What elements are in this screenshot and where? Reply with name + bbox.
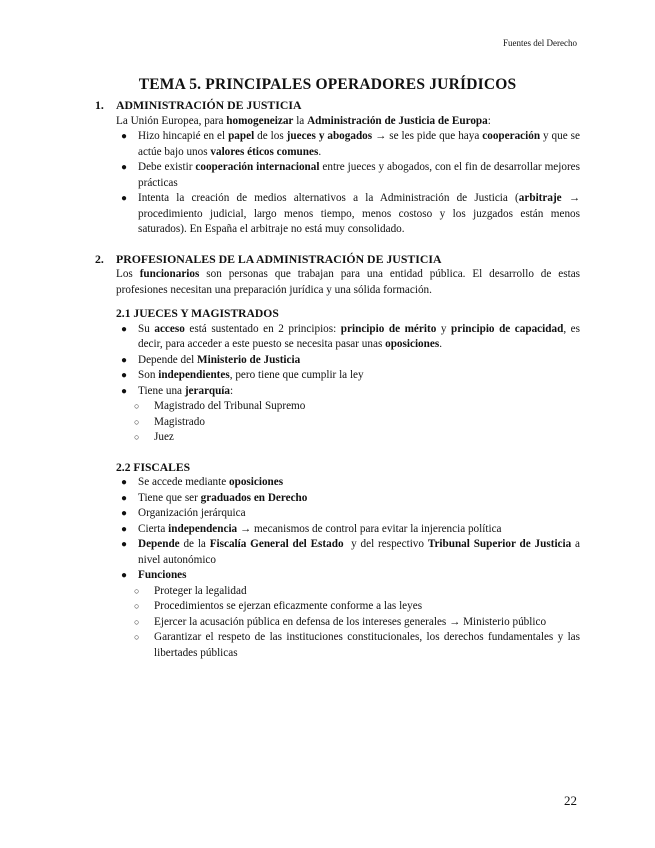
sub-list-item: ○ Magistrado [116, 415, 580, 431]
list-item: ● Hizo hincapié en el papel de los jueces y abogados → se les pide que haya cooperación y que se actúe bajo unos valores éticos comunes. [121, 130, 580, 158]
sub-bullet-icon: ○ [134, 432, 140, 442]
list-item: ● Tiene que ser graduados en Derecho [116, 491, 580, 507]
running-header: Fuentes del Derecho [503, 38, 577, 48]
list-item: ● Debe existir cooperación internacional entre jueces y abogados, con el fin de desarrollar mejores prácticas [121, 161, 580, 189]
list-item: ● Son independientes, pero tiene que cumplir la ley [116, 368, 580, 384]
sub-bullet-icon: ○ [134, 401, 140, 411]
list-item: ● Depende del Ministerio de Justicia [116, 353, 580, 369]
sub-list-item: ○ Magistrado del Tribunal Supremo [116, 399, 580, 415]
bullet-icon: ● [121, 523, 128, 535]
sub-bullet-icon: ○ [134, 632, 140, 642]
sub-list-item: ○ Juez [116, 430, 580, 446]
bullet-icon: ● [121, 193, 128, 204]
subsection-heading-jueces: 2.1 JUECES Y MAGISTRADOS [116, 307, 279, 320]
bullet-icon: ● [121, 492, 128, 504]
sub-bullet-icon: ○ [134, 585, 140, 596]
list-item: ● Cierta independencia → mecanismos de control para evitar la injerencia política [116, 522, 580, 538]
bullet-icon: ● [121, 370, 128, 381]
bullet-icon: ● [121, 477, 128, 488]
list-item: ● Depende de la Fiscalía General del Estado y del respectivo Tribunal Superior de Justicia a nivel autonómico [121, 538, 580, 566]
list-item: ● Organización jerárquica [116, 506, 580, 522]
sub-bullet-icon: ○ [134, 616, 140, 627]
list-item: ● Intenta la creación de medios alternativos a la Administración de Justicia (arbitraje → procedimiento judicial, largo menos tiempo, menos costoso y los juzgados están menos saturados). En España el arbitraje no está muy consolidado. [121, 192, 581, 235]
bullet-list-1 [116, 129, 580, 238]
bullet-icon: ● [121, 162, 128, 173]
document-body [95, 98, 580, 661]
sub-bullet-icon: ○ [134, 601, 140, 611]
section-intro-2: Los funcionarios son personas que trabajan para una entidad pública. El desarrollo de estas profesiones necesitan una preparación jurídica y una sólida formación. [116, 268, 581, 296]
sub-list-item: ○ Proteger la legalidad [116, 584, 580, 600]
sub-bullet-icon: ○ [134, 416, 140, 427]
bullet-icon: ● [121, 354, 128, 366]
sub-list-item: ○ Ejercer la acusación pública en defensa de los intereses generales → Ministerio público [116, 615, 580, 631]
page-number: 22 [564, 793, 577, 808]
subsection-heading-fiscales: 2.2 FISCALES [116, 460, 191, 474]
bullet-icon: ● [121, 385, 128, 397]
section-intro-1: La Unión Europea, para homogeneizar la Administración de Justicia de Europa: [116, 114, 491, 127]
bullet-list-fiscales [116, 475, 580, 661]
list-item: ● Se accede mediante oposiciones [116, 475, 580, 491]
list-item: ● Tiene una jerarquía: [116, 384, 580, 400]
sub-list-item: ○ Procedimientos se ejerzan eficazmente conforme a las leyes [116, 599, 580, 615]
sub-list-item: ○ Garantizar el respeto de las instituciones constitucionales, los derechos fundamentales y las libertades públicas [134, 631, 580, 659]
bullet-icon: ● [121, 131, 128, 142]
bullet-icon: ● [121, 508, 128, 519]
list-item: ● Su acceso está sustentado en 2 principios: principio de mérito y principio de capacidad, es decir, para acceder a este puesto se necesita pasar unas oposiciones. [121, 322, 580, 350]
list-item: ● Funciones [116, 568, 580, 584]
bullet-list-jueces [116, 322, 580, 446]
section-heading-2: 2. PROFESIONALES DE LA ADMINISTRACIÓN DE JUSTICIA [95, 251, 442, 266]
section-heading-1: 1. ADMINISTRACIÓN DE JUSTICIA [95, 98, 302, 112]
bullet-icon: ● [121, 323, 128, 335]
bullet-icon: ● [121, 570, 128, 581]
page-title: TEMA 5. PRINCIPALES OPERADORES JURÍDICOS [138, 76, 517, 93]
bullet-icon: ● [121, 539, 128, 550]
